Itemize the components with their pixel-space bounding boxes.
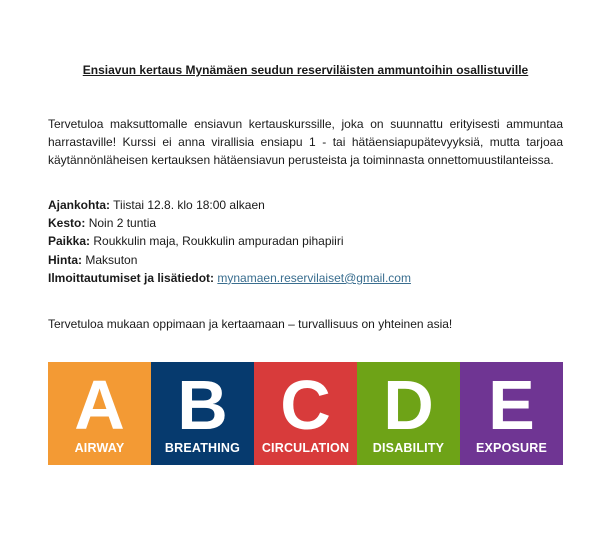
tile-word: AIRWAY <box>74 441 125 455</box>
abcde-banner <box>48 362 563 465</box>
tile-breathing <box>151 362 254 465</box>
detail-value: Tiistai 12.8. klo 18:00 alkaen <box>113 198 265 212</box>
detail-label: Ilmoittautumiset ja lisätiedot: <box>48 270 215 285</box>
detail-contact <box>48 269 563 287</box>
detail-value: Maksuton <box>85 252 138 267</box>
tile-letter: B <box>177 366 228 444</box>
detail-label: Paikka: <box>48 234 91 249</box>
detail-label: Ajankohta: <box>48 198 111 212</box>
detail-date <box>48 196 563 214</box>
detail-value: Roukkulin maja, Roukkulin ampuradan pihapiiri <box>93 234 344 249</box>
detail-value: Noin 2 tuntia <box>88 216 157 231</box>
tile-letter: C <box>280 366 331 444</box>
intro-paragraph: Tervetuloa maksuttomalle ensiavun kertauskurssille, joka on suunnattu erityisesti ammuntaa harrastaville! Kurssi ei anna virallisia ensiapu 1 - tai hätäensiapupätevyyksiä, mutta tarjoaa käytännönläheisen kertauksen hätäensiavun perusteista ja toiminnasta onnettomuustilanteissa. <box>48 117 563 168</box>
email-link[interactable]: mynamaen.reservilaiset@gmail.com <box>217 270 411 285</box>
tile-word: EXPOSURE <box>475 441 548 455</box>
tile-exposure <box>460 362 563 465</box>
closing-paragraph: Tervetuloa mukaan oppimaan ja kertaamaan – turvallisuus on yhteinen asia! <box>48 317 453 331</box>
detail-duration <box>48 214 563 232</box>
detail-label: Hinta: <box>48 252 82 267</box>
detail-location <box>48 232 563 250</box>
tile-disability <box>357 362 460 465</box>
tile-word: CIRCULATION <box>261 441 350 455</box>
document-title: Ensiavun kertaus Mynämäen seudun reserviläisten ammuntoihin osallistuville <box>82 63 529 77</box>
tile-letter: E <box>488 366 535 444</box>
detail-label: Kesto: <box>48 216 86 231</box>
tile-airway <box>48 362 151 465</box>
details-list <box>48 196 563 287</box>
tile-letter: D <box>383 366 434 444</box>
tile-circulation <box>254 362 357 465</box>
tile-word: DISABILITY <box>372 441 445 455</box>
tile-letter: A <box>74 366 125 444</box>
tile-word: BREATHING <box>164 441 241 455</box>
detail-price <box>48 251 563 269</box>
